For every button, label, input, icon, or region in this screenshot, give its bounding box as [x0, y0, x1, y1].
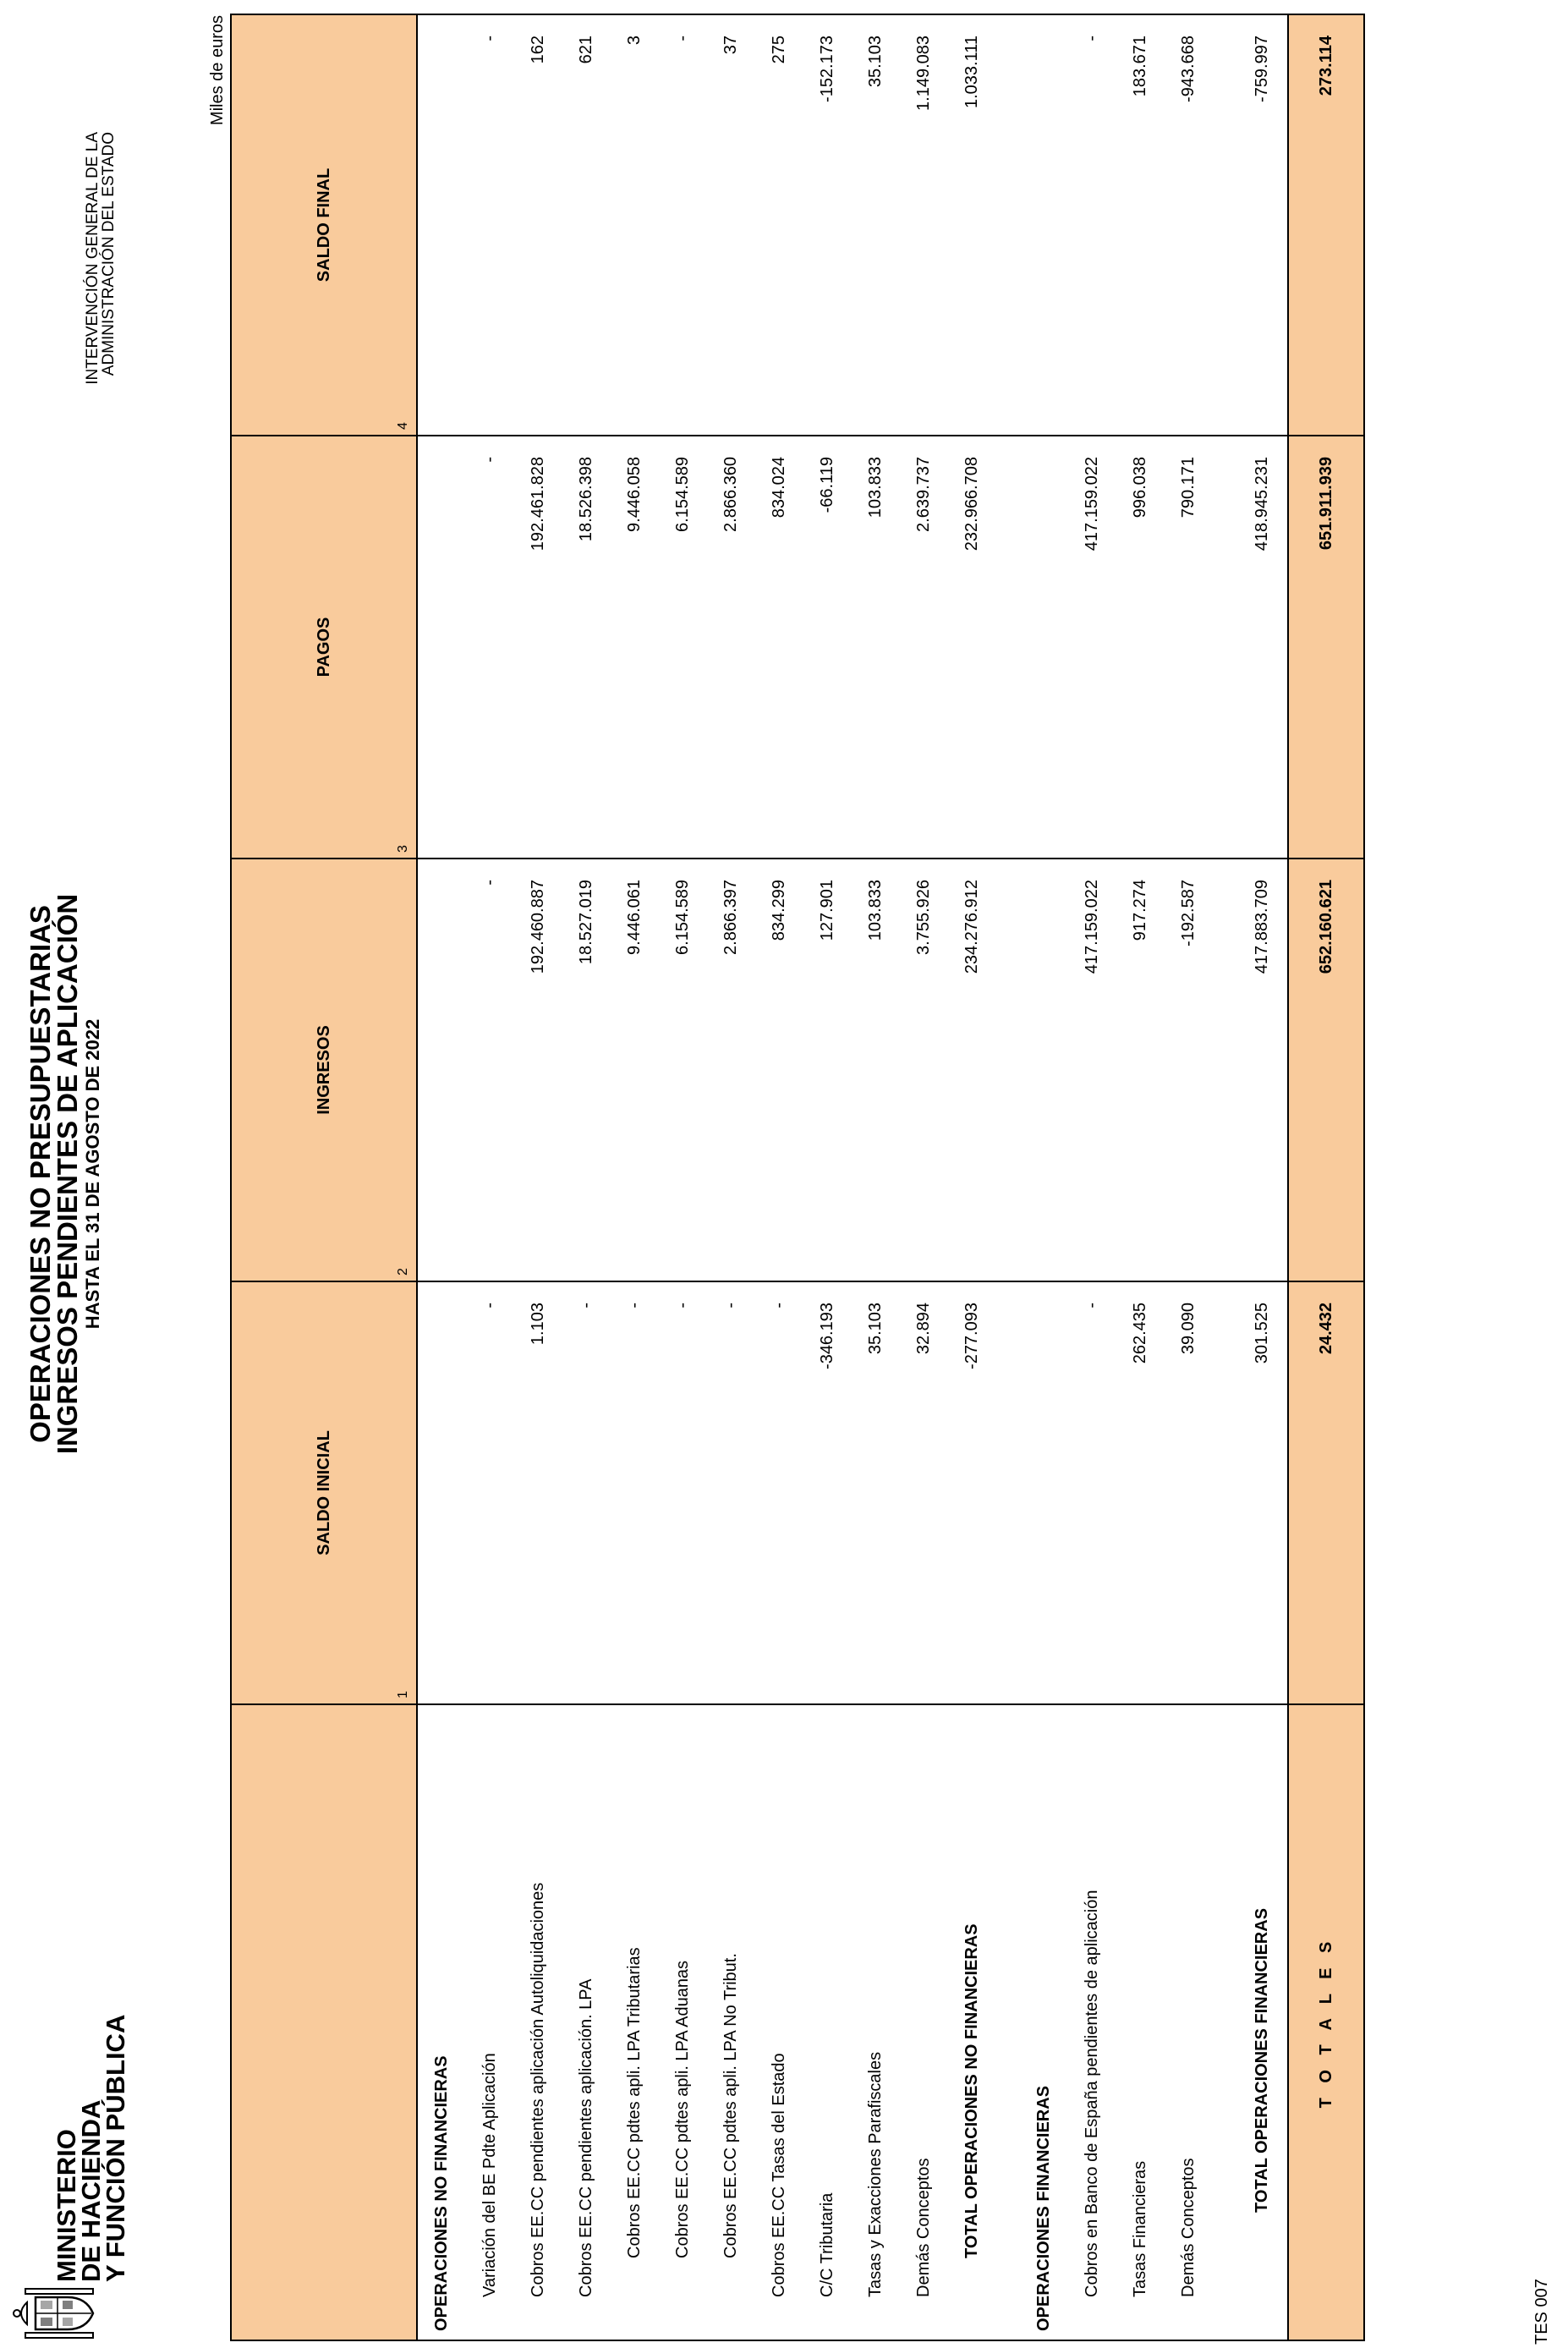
cell-value: 834.024 [755, 436, 803, 859]
cell-value: 417.159.022 [1068, 436, 1116, 859]
table-row [1020, 14, 1068, 2340]
row-label: OPERACIONES NO FINANCIERAS [417, 1704, 466, 2340]
cell-value: 418.945.231 [1236, 436, 1288, 859]
cell-value [996, 1281, 1020, 1704]
cell-value: - [659, 1281, 707, 1704]
cell-value: 2.639.737 [900, 436, 948, 859]
totals-value: 24.432 [1288, 1281, 1364, 1704]
table-row [1236, 14, 1288, 2340]
cell-value: 1.103 [514, 1281, 562, 1704]
cell-value: 103.833 [852, 436, 900, 859]
cell-value [1213, 436, 1236, 859]
column-title: PAGOS [314, 617, 333, 678]
cell-value: -277.093 [948, 1281, 996, 1704]
cell-value: 192.460.887 [514, 859, 562, 1281]
cell-value: -192.587 [1165, 859, 1213, 1281]
header-column [231, 436, 417, 859]
header-row [231, 14, 417, 2340]
table-row [755, 14, 803, 2340]
column-title: SALDO FINAL [314, 167, 333, 283]
cell-value: - [611, 1281, 659, 1704]
cell-value: 9.446.058 [611, 436, 659, 859]
table-row [900, 14, 948, 2340]
cell-value: 9.446.061 [611, 859, 659, 1281]
cell-value: -152.173 [803, 14, 852, 436]
cell-value: 2.866.397 [707, 859, 755, 1281]
totals-label: T O T A L E S [1288, 1704, 1364, 2340]
column-title: SALDO INICIAL [314, 1430, 333, 1555]
units-label: Miles de euros [208, 15, 227, 126]
cell-value: - [562, 1281, 611, 1704]
header-column [231, 859, 417, 1281]
row-label: Cobros EE.CC pendientes aplicación Autoliquidaciones [514, 1704, 562, 2340]
table-row [1165, 14, 1213, 2340]
cell-value: 32.894 [900, 1281, 948, 1704]
cell-value: 917.274 [1116, 859, 1165, 1281]
cell-value: 18.527.019 [562, 859, 611, 1281]
cell-value: 35.103 [852, 1281, 900, 1704]
totals-value: 273.114 [1288, 14, 1364, 436]
cell-value: - [1068, 14, 1116, 436]
cell-value: 1.033.111 [948, 14, 996, 436]
column-number: 4 [396, 422, 410, 430]
row-label: Cobros EE.CC pdtes apli. LPA Tributarias [611, 1704, 659, 2340]
row-label [1213, 1704, 1236, 2340]
table-row [803, 14, 852, 2340]
header-column [231, 1281, 417, 1704]
cell-value: 790.171 [1165, 436, 1213, 859]
totals-value: 651.911.939 [1288, 436, 1364, 859]
row-label: Cobros EE.CC pendientes aplicación. LPA [562, 1704, 611, 2340]
cell-value [996, 859, 1020, 1281]
title-line-1: OPERACIONES NO PRESUPUESTARIAS [25, 905, 56, 1443]
cell-value: 18.526.398 [562, 436, 611, 859]
cell-value: 262.435 [1116, 1281, 1165, 1704]
cell-value [996, 14, 1020, 436]
table-row [707, 14, 755, 2340]
column-number: 3 [396, 845, 410, 853]
cell-value: 996.038 [1116, 436, 1165, 859]
document-code: TES 007 [1532, 2279, 1551, 2345]
cell-value: 183.671 [1116, 14, 1165, 436]
table-row [1068, 14, 1116, 2340]
cell-value: 103.833 [852, 859, 900, 1281]
cell-value: 621 [562, 14, 611, 436]
row-label: TOTAL OPERACIONES NO FINANCIERAS [948, 1704, 996, 2340]
cell-value: 1.149.083 [900, 14, 948, 436]
cell-value: 417.883.709 [1236, 859, 1288, 1281]
cell-value [1020, 859, 1068, 1281]
cell-value: -346.193 [803, 1281, 852, 1704]
cell-value: 232.966.708 [948, 436, 996, 859]
cell-value: - [755, 1281, 803, 1704]
cell-value: 192.461.828 [514, 436, 562, 859]
column-number: 1 [396, 1691, 410, 1698]
table-row [417, 14, 466, 2340]
row-label [996, 1704, 1020, 2340]
cell-value [417, 436, 466, 859]
agency-line-1: INTERVENCIÓN GENERAL DE LA [84, 132, 101, 385]
cell-value: 3 [611, 14, 659, 436]
cell-value: 2.866.360 [707, 436, 755, 859]
ministry-line-2: DE HACIENDA [76, 2099, 106, 2282]
cell-value: 39.090 [1165, 1281, 1213, 1704]
cell-value: 301.525 [1236, 1281, 1288, 1704]
cell-value: - [659, 14, 707, 436]
row-label: Demás Conceptos [900, 1704, 948, 2340]
cell-value: - [466, 14, 514, 436]
row-label: TOTAL OPERACIONES FINANCIERAS [1236, 1704, 1288, 2340]
table-row [466, 14, 514, 2340]
row-label: OPERACIONES FINANCIERAS [1020, 1704, 1068, 2340]
cell-value: -759.997 [1236, 14, 1288, 436]
table-row [1213, 14, 1236, 2340]
table-row [562, 14, 611, 2340]
row-label: Cobros EE.CC pdtes apli. LPA No Tribut. [707, 1704, 755, 2340]
cell-value: 275 [755, 14, 803, 436]
title-line-3: HASTA EL 31 DE AGOSTO DE 2022 [82, 1018, 103, 1330]
cell-value: 234.276.912 [948, 859, 996, 1281]
header-label-column [231, 1704, 417, 2340]
totals-value: 652.160.621 [1288, 859, 1364, 1281]
cell-value: 417.159.022 [1068, 859, 1116, 1281]
table-body [417, 14, 1288, 2340]
row-label: Tasas y Exacciones Parafiscales [852, 1704, 900, 2340]
data-table [230, 14, 1365, 2341]
agency-name [85, 132, 117, 487]
cell-value [417, 1281, 466, 1704]
ministry-line-1: MINISTERIO [52, 2129, 81, 2282]
cell-value: 6.154.589 [659, 436, 707, 859]
cell-value: 6.154.589 [659, 859, 707, 1281]
cell-value: -943.668 [1165, 14, 1213, 436]
cell-value [1020, 436, 1068, 859]
table-row [611, 14, 659, 2340]
cell-value [1213, 1281, 1236, 1704]
cell-value: - [707, 1281, 755, 1704]
table-row [948, 14, 996, 2340]
table-row [996, 14, 1020, 2340]
header-column [231, 14, 417, 436]
table-row [514, 14, 562, 2340]
cell-value: 35.103 [852, 14, 900, 436]
cell-value: 37 [707, 14, 755, 436]
cell-value: - [1068, 1281, 1116, 1704]
table-row [1116, 14, 1165, 2340]
row-label: Variación del BE Pdte Aplicación [466, 1704, 514, 2340]
row-label: Tasas Financieras [1116, 1704, 1165, 2340]
table-row [852, 14, 900, 2340]
row-label: Cobros EE.CC pdtes apli. LPA Aduanas [659, 1704, 707, 2340]
cell-value: 834.299 [755, 859, 803, 1281]
cell-value [1213, 14, 1236, 436]
row-label: Cobros EE.CC Tasas del Estado [755, 1704, 803, 2340]
totals-row [1288, 14, 1364, 2340]
cell-value: 162 [514, 14, 562, 436]
cell-value [1213, 859, 1236, 1281]
ministry-line-3: Y FUNCIÓN PÚBLICA [101, 2014, 130, 2282]
cell-value [1020, 1281, 1068, 1704]
cell-value [417, 859, 466, 1281]
cell-value: 3.755.926 [900, 859, 948, 1281]
row-label: Cobros en Banco de España pendientes de aplicación [1068, 1704, 1116, 2340]
row-label: C/C Tributaria [803, 1704, 852, 2340]
cell-value: 127.901 [803, 859, 852, 1281]
column-number: 2 [396, 1268, 410, 1275]
agency-line-2: ADMINISTRACIÓN DEL ESTADO [100, 132, 118, 376]
cell-value [417, 14, 466, 436]
cell-value: -66.119 [803, 436, 852, 859]
title-line-2: INGRESOS PENDIENTES DE APLICACIÓN [52, 893, 83, 1455]
cell-value [996, 436, 1020, 859]
row-label: Demás Conceptos [1165, 1704, 1213, 2340]
cell-value: - [466, 859, 514, 1281]
column-title: INGRESOS [314, 1025, 333, 1115]
table-row [659, 14, 707, 2340]
cell-value: - [466, 436, 514, 859]
cell-value [1020, 14, 1068, 436]
cell-value: - [466, 1281, 514, 1704]
